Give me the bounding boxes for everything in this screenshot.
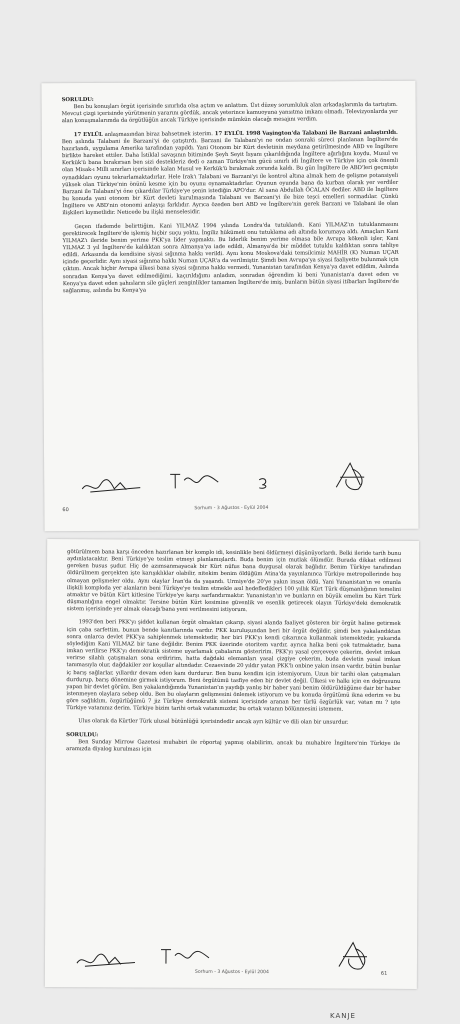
page1-heading-soruldu: SORULDU: — [61, 96, 94, 104]
document-page-2 — [45, 539, 419, 989]
page2-paragraph-2: 1993'den beri PKK'yı şiddet kullanan örgüt olmaktan çıkarıp, siyasi alanda faaliyet gösteren bir örgüt haline getirmek için çaba sarfettim, bunun bende kanıtlarında vardır. PKK kuruluşundan beri bir örgüt değildir, şimdi ben yakalandıktan sonra onlarca devlet PKK'ya sahiplenmek istemektedir, her biri PKK'yı kendi çıkarınca kullanmak istemektedir, yukarıda söylediğim Kani YILMAZ bir tane değildir. Benim PKK üzerinde otoritem vardır, ayrıca halka beni çok tutmaktadır, bana imkan verilirse PKK'yı demokratik sisteme uyarlamak çabalarını gösteririm. PKK'yı yasal çerçeveye çekerim, devlet imkan verirse silahlı çatışmaları sona erdiririm, hatta dağdaki elemanları yasal çizgiye çekerim, buda devletin yasal imkan tanımasıyla olur, dağdakiler zor koşullar altındadır. Cezaevinde 20 yıldır yatan PKK'lı onbine yakın insan vardır, bütün bunlar iç barış sağlarlar, yıllardır devam eden kanı durdurur. Ben bunu kendim için istemiyorum. Uzun bir tarihi olan çatışmaları durdurup, barış dönemine girmek istiyorum. Beni örgütümü tasfiye eden bir devlet değil. Ülkesi ve halkı için en doğrusunu yapan bir devlet görüm. Ben yakalandığımda Yunanistan'ın yaydığı yanlış bir haber yani benim öldürüldüğüme dair bir haber istenmeyen olaylara sebep oldu. Ben bu olayların gelişmesini önlemek istiyorum ve bu konuda örgütümü ikna ederim ve bu göre sağlıklım, özgürlüğümü 7 jiz Türkiye demokratik sistemi içerisinde aranan her türlü özgürlük var, vatan mı ? işte Türkiye vatanınız derim. Türkiye bizim tarihi ortak vatanımızdır, bu ortak vatanın bölünmesini istemem. — [66, 619, 401, 713]
page1-paragraph-1: Ben bu konuşları örgüt içerisinde sınırlıda olsa açtım ve anlattım. Üst düzey sorumluluk alan arkadaşlarımla da tartıştım. Mevcut çizgi içerisinde yürütmenin yararını gördük, ancak yeterince kamuoyuna yansıtma imkanı olmadı. Televizyonlarda yer alan konuşmalarımda da örgütlüğün ancak Türkiye içerisinde mümkün olacağı mesajını verdim. — [61, 101, 398, 125]
page1-paragraph-3: Geçen ifademde belirttiğim, Kani YILMAZ 1994 yılında Londra'da tutuklandı. Kani YILMAZ'ın tutuklanmasını gerektirecek İngiltere'de işlemiş hiçbir suçu yoktu, İngiliz hükümeti onu tutuklama adı altında korumaya aldı. Amaçları Kani YILMAZ'ı ileride benim yerime PKK'ya lider yapmaktı. Bu liderlik benim yerime olmasa bile Avrupa kökenli işler, Kani YILMAZ 3 yıl İngiltere'de kaldıktan sonra Almanya'ya iade edildi, Almanya'da bir müddet tutuklu kaldıktan sonra tahliye edildi. Arkasında da kendisine siyasi sığınma hakkı verildi. Aynı konu Moskova'daki temsilcimiz MAHİR (K) Numan UÇAR içinde geçerlidir. Aynı siyasi sığınma hakkı Numan UÇAR'a da verilmiştir. Şimdi ben Avrupa'ya siyasi faaliyette bulunmak için çıktım. Ancak hiçbir Avrupa ülkesi bana siyasi sığınma hakkı vermedi, Yunanistan tarafından Kenya'ya davet edildim, Aslında sonradan Kenya'ya davet edilmediğimi, kaçırıldığımı anladım, sonradan öğrendim ki beni Yunanistan'a davet eden ve Kenya'ya davet eden şahısların sile güçleri zenginlikler tamamen İngiltere'de imiş, bunların bütün siyasi itibarları İngiltere'de sağlanmış, aslında bu Kenya'ya — [62, 221, 399, 295]
page1-signature-2 — [166, 468, 226, 492]
page1-para2-b: Vaşington'da Talabani ile Barzani anlaştırıldı. — [262, 129, 398, 137]
page1-footer: Sorhum - 3 Ağustos - Eylül 2004 — [194, 505, 269, 512]
page1-para2-a: anlaşmasından biraz bahsetmek isterim. — [102, 130, 215, 138]
page2-paragraph-4: Ben Sunday Mirrow Gazetesi muhabiri ile röportaj yapmış olabilirim, ancak bu muhabire İngiltere'nin Türkiye ile aramızda diyalog kurulması için — [66, 738, 401, 753]
document-page-1 — [41, 81, 418, 532]
next-page-fragment: KANJE — [330, 1012, 356, 1020]
page2-page-number: 61 — [380, 970, 388, 977]
page1-para2-c: Ben aslında Talabani ile Barzani'yi de çatıştırdı. Barzani ile Talabani'yi ne ondan sonraki süreci planlanan İngiltere'de hazırlandı, uygulama Amerika tarafından yapıldı. Yani Otonom bir Kürt devletinin meydana getirilmesinde ABD ve İngiltere birlikte hareket ettiler. Daha İstiklal savaşının bitiminde Şeyh Seyit İsyanı çıkarıldığında İngiltere ağırlığını koydu, Musul ve Kerkük'ü bana bırakırsan ben sizi destekleriz dedi o zaman Türkiye'nin gücü sınırlı idi İngiltere ve Türkiye için çok önemli olan Misak-ı Milli sınırları içerisinde kalan Musul ve Kerkük'ü bırakmak zorunda kaldı. Bu gün İngiltere ile ABD'leri geçmişte oynadıkları oyunu tekrarlamaktadırlar. Hele Irak'ı Talabani ve Barzani'yi ile kontrol altına almak hem de gelişme potansiyeli yüksek olan Türkiye'nin önünü kesme için bu oyunu oynamaktadırlar. Oyunun oyunda bana da kurban olarak yer verdiler Barzani ile Talabani'yi öne çıkardılar Türkiye'ye şenin istediğin APO'dur. Al sana Abdullah ÖCALAN dediler. ABD ile İngiltere bu konuda yani otonom bir Kürt devleti kurulmasında Talabani ve Barzani'yi ile bize teşci emelleri sormadılar. Çünkü İngiltere ve ABD'nin otonomi anlayışı farklıdır. Ayrıca özeden beri ABD ve İngiltere'nin gerek Barzani ve Talabani ile olan ilişkileri kıymetlidir. Neticede bu ilişki menselesidir. — [61, 136, 399, 217]
page2-paragraph-3: Ulus olarak da Kürtler Türk ulusal bütünlüğü içerisindedir ancak ayrı kültür ve dili olan bir unsurdur. — [78, 718, 349, 727]
page1-date-full: 17 EYLÜL 1998 — [214, 130, 261, 137]
page1-page-number: 60 — [62, 507, 69, 514]
page1-signature-1 — [80, 475, 150, 497]
page1-signature-4 — [330, 459, 374, 493]
page2-heading-soruldu: SORULDU: — [66, 731, 99, 738]
page2-body — [66, 549, 401, 755]
page1-signature-3 — [256, 476, 272, 490]
page2-signature-1 — [75, 949, 145, 971]
page1-paragraph-2 — [62, 129, 399, 217]
page2-signature-3 — [333, 939, 377, 973]
page2-footer: Sorhum - 3 Ağustos - Eylül 2004 — [194, 969, 269, 976]
page2-paragraph-1: götürülmem bana karşı önceden hazırlanan bir komplo idi, kesinlikle beni öldürmeyi düşünüyorlardı. Belki ileride tarih bunu aydınlatacaktır. Beni Türkiye'ye teslim etmeyi planlamışlardı. Buda benim için mutlak ölümdür. Burada dikkat edilmesi gereken husus şudur. Hiç de azımsanmayacak bir Kürt nüfus bana duygusal olarak bağlıdır. Benim Türkiye tarafından öldürülmem gerçekten işte karışıklıklar olabilir, nitekim benim öldüğüm Atina'da yayınlanınca Türkiye metropollerinde hoş olmayan gelişmeler oldu. Aynı olaylar İran'da da yaşandı. Urmiye'de 20'ye yakın insan öldü. Yani Yunanistan'ın ve onunla ilişkili komploda yer alanların beni Türkiye'ye teslim etmekle asıl hedefledikleri 100 yıllık Kürt Türk düşmanlığının temelini atmaktır ve bütün Kürt kitlesine Türkiye'ye karşı sarfandırmaktır. Yunanistan'ın ve bunların en büyük emelim bu Kürt Türk düşmanlığına engel olmaktır. Tersine bütün Kürt kesimine güvenlik ve esenlik getirecek olayın Türkiye'deki demokratik sistem içerisinde yer almak olacağı'bana yeni verilmesini istiyorum. — [66, 549, 402, 614]
page2-signature-2 — [157, 944, 217, 968]
page1-date-lead: 17 EYLÜL — [73, 131, 103, 138]
page1-body — [62, 95, 399, 295]
